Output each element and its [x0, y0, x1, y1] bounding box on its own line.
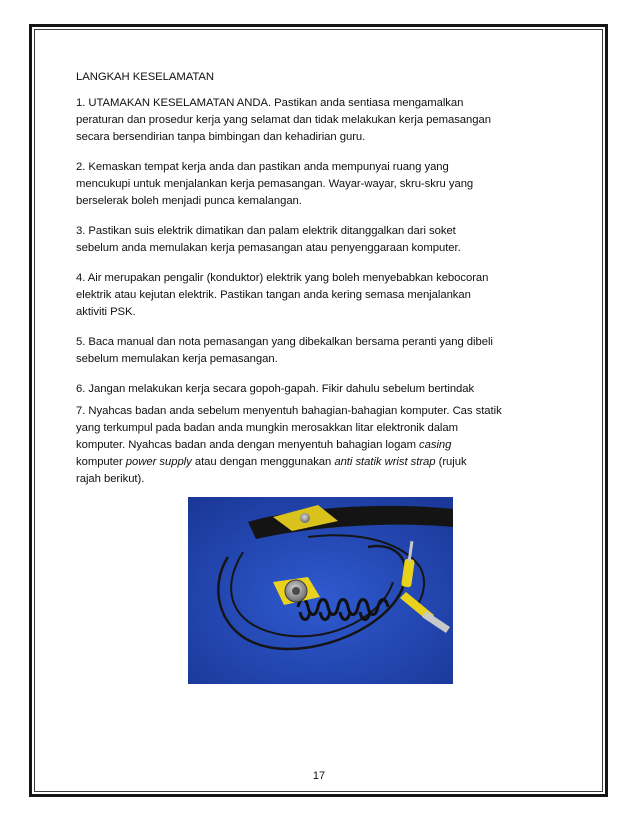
text-run: (rujuk — [435, 456, 467, 468]
paragraph-2 — [76, 159, 526, 210]
italic-term-wrist-strap: anti statik wrist strap — [334, 456, 436, 468]
anti-static-wrist-strap-photo — [188, 497, 453, 684]
ground-snap-center — [292, 587, 300, 595]
paragraph-line: peraturan dan prosedur kerja yang selamat dan tidak melakukan kerja pemasangan — [76, 114, 491, 126]
text-run: komputer — [76, 456, 126, 468]
document-body — [76, 69, 526, 501]
paragraph-line: 1. UTAMAKAN KESELAMATAN ANDA. Pastikan anda sentiasa mengamalkan — [76, 97, 464, 109]
paragraph-line: yang terkumpul pada badan anda mungkin merosakkan litar elektronik dalam — [76, 422, 458, 434]
paragraph-line: 4. Air merupakan pengalir (konduktor) elektrik yang boleh menyebabkan kebocoran — [76, 272, 489, 284]
paragraph-line: 5. Baca manual dan nota pemasangan yang dibekalkan bersama peranti yang dibeli — [76, 336, 493, 348]
wrist-band-snap — [300, 513, 310, 523]
paragraph-line: secara bersendirian tanpa bimbingan dan kehadirian guru. — [76, 131, 366, 143]
paragraph-line: berselerak boleh menjadi punca kemalangan. — [76, 195, 302, 207]
paragraph-7 — [76, 403, 526, 488]
paragraph-1 — [76, 95, 526, 146]
paragraph-5 — [76, 334, 526, 368]
paragraph-line: 6. Jangan melakukan kerja secara gopoh-gapah. Fikir dahulu sebelum bertindak — [76, 383, 475, 395]
paragraph-line: elektrik atau kejutan elektrik. Pastikan tangan anda kering semasa menjalankan — [76, 289, 471, 301]
paragraph-line: 7. Nyahcas badan anda sebelum menyentuh bahagian-bahagian komputer. Cas statik — [76, 405, 502, 417]
paragraph-line — [76, 437, 526, 454]
wrist-strap-illustration — [188, 497, 453, 684]
paragraph-line: mencukupi untuk menjalankan kerja pemasangan. Wayar-wayar, skru-skru yang — [76, 178, 474, 190]
paragraph-line: rajah berikut). — [76, 473, 145, 485]
paragraph-6 — [76, 381, 526, 398]
paragraph-3 — [76, 223, 526, 257]
paragraph-line — [76, 454, 526, 471]
paragraph-line: 2. Kemaskan tempat kerja anda dan pastikan anda mempunyai ruang yang — [76, 161, 449, 173]
italic-term-power-supply: power supply — [125, 456, 192, 468]
italic-term-casing: casing — [419, 439, 452, 451]
text-run: atau dengan menggunakan — [191, 456, 335, 468]
paragraph-line: sebelum memulakan kerja pemasangan. — [76, 353, 278, 365]
paragraph-line: sebelum anda memulakan kerja pemasangan atau penyenggaraan komputer. — [76, 242, 461, 254]
paragraph-line: 3. Pastikan suis elektrik dimatikan dan palam elektrik ditanggalkan dari soket — [76, 225, 456, 237]
text-run: komputer. Nyahcas badan anda dengan menyentuh bahagian logam — [76, 439, 420, 451]
page-number: 17 — [312, 770, 326, 782]
paragraph-line: aktiviti PSK. — [76, 306, 136, 318]
paragraph-4 — [76, 270, 526, 321]
section-heading: LANGKAH KESELAMATAN — [76, 71, 214, 83]
